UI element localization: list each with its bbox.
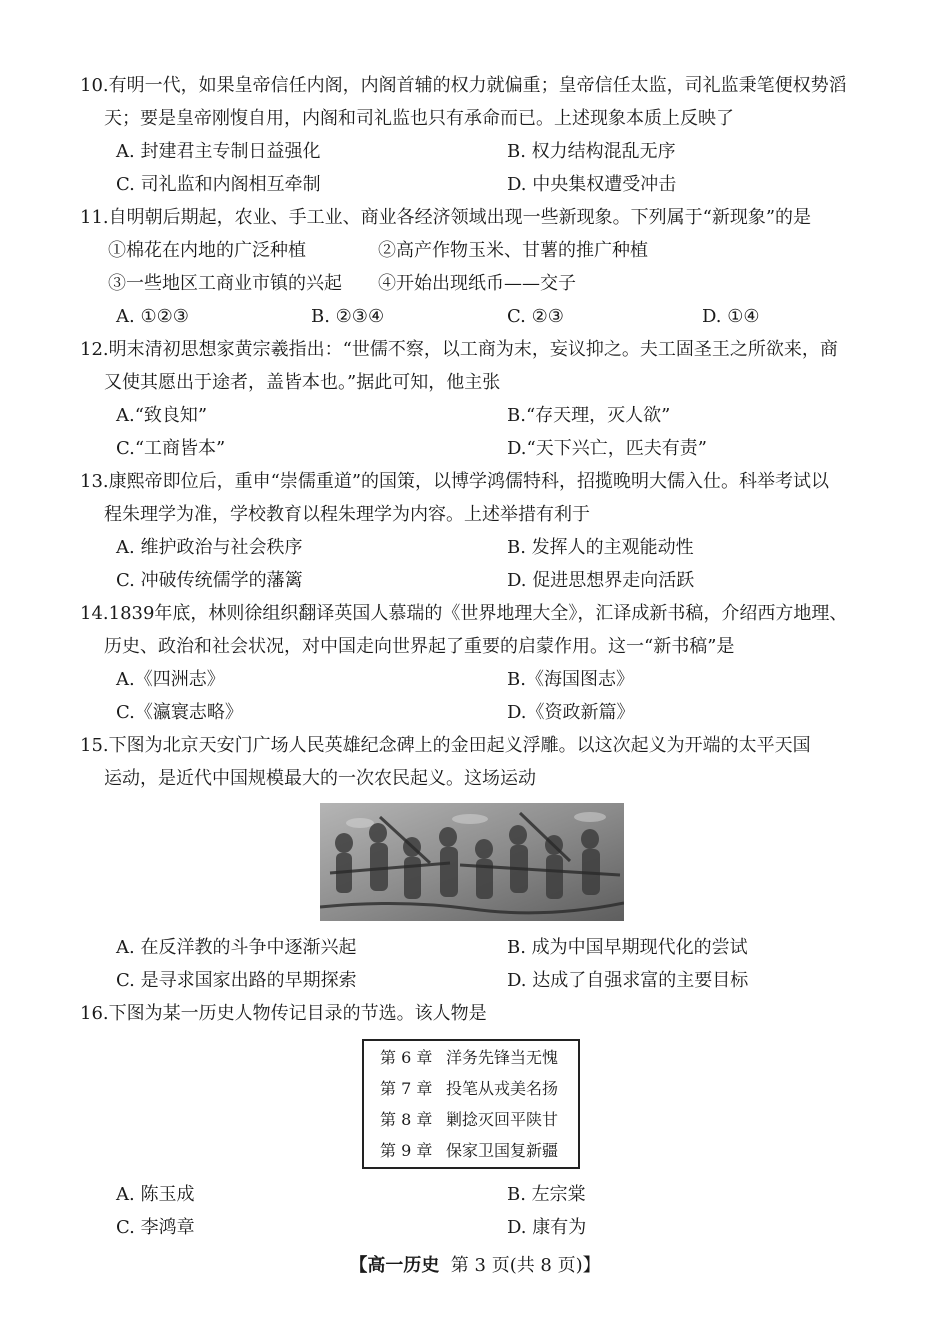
footer-page-number: 第 3 页(共 8 页)】 — [450, 1255, 601, 1276]
q12-stem-line-2: 又使其愿出于途者，盖皆本也。”据此可知，他主张 — [104, 372, 501, 393]
q16-option-d: D. 康有为 — [507, 1217, 587, 1238]
q16-option-a: A. 陈玉成 — [116, 1184, 195, 1205]
footer-subject: 【高一历史 — [349, 1255, 440, 1276]
q16-option-c: C. 李鸿章 — [116, 1217, 195, 1238]
toc-row — [380, 1109, 558, 1131]
q13-option-b: B. 发挥人的主观能动性 — [507, 537, 694, 558]
q12-stem-line-1: 12.明末清初思想家黄宗羲指出：“世儒不察，以工商为末，妄议抑之。夫工固圣王之所欲来，商 — [80, 339, 838, 360]
toc-title: 保家卫国复新疆 — [446, 1141, 559, 1160]
q12-option-d: D.“天下兴亡，匹夫有责” — [507, 438, 707, 459]
toc-row — [380, 1047, 558, 1069]
relief-illustration — [320, 803, 624, 921]
toc-title: 洋务先锋当无愧 — [446, 1048, 559, 1067]
biography-toc-box — [362, 1039, 580, 1169]
toc-title: 剿捻灭回平陕甘 — [446, 1110, 559, 1129]
q14-stem-line-1: 14.1839年底，林则徐组织翻译英国人慕瑞的《世界地理大全》，汇译成新书稿，介绍西方地理、 — [80, 603, 848, 624]
q11-item-3: ③一些地区工商业市镇的兴起 — [108, 273, 342, 294]
q15-option-c: C. 是寻求国家出路的早期探索 — [116, 970, 357, 991]
q16-option-b: B. 左宗棠 — [507, 1184, 586, 1205]
q14-option-a: A.《四洲志》 — [116, 669, 225, 690]
toc-chapter: 第 9 章 — [380, 1141, 433, 1160]
q14-stem-line-2: 历史、政治和社会状况，对中国走向世界起了重要的启蒙作用。这一“新书稿”是 — [104, 636, 735, 657]
toc-title: 投笔从戎美名扬 — [446, 1079, 559, 1098]
toc-chapter: 第 7 章 — [380, 1079, 433, 1098]
q16-stem-line-1: 16.下图为某一历史人物传记目录的节选。该人物是 — [80, 1003, 487, 1024]
q11-option-a: A. ①②③ — [116, 306, 189, 327]
q10-stem-line-2: 天；要是皇帝刚愎自用，内阁和司礼监也只有承命而已。上述现象本质上反映了 — [104, 108, 734, 129]
q10-option-a: A. 封建君主专制日益强化 — [116, 141, 321, 162]
jintian-uprising-relief-image — [320, 803, 624, 921]
q11-option-b: B. ②③④ — [311, 306, 385, 327]
q11-item-2: ②高产作物玉米、甘薯的推广种植 — [378, 240, 648, 261]
q10-option-d: D. 中央集权遭受冲击 — [507, 174, 677, 195]
q11-stem-line-1: 11.自明朝后期起，农业、手工业、商业各经济领域出现一些新现象。下列属于“新现象”的是 — [80, 207, 812, 228]
q10-option-c: C. 司礼监和内阁相互牵制 — [116, 174, 321, 195]
q14-option-b: B.《海国图志》 — [507, 669, 634, 690]
q12-option-a: A.“致良知” — [116, 405, 208, 426]
q12-option-c: C.“工商皆本” — [116, 438, 226, 459]
q13-stem-line-1: 13.康熙帝即位后，重申“崇儒重道”的国策，以博学鸿儒特科，招揽晚明大儒入仕。科举考试以 — [80, 471, 830, 492]
q11-item-4: ④开始出现纸币——交子 — [378, 273, 576, 294]
q12-option-b: B.“存天理，灭人欲” — [507, 405, 671, 426]
page-footer — [0, 1254, 950, 1278]
toc-chapter: 第 8 章 — [380, 1110, 433, 1129]
q15-option-b: B. 成为中国早期现代化的尝试 — [507, 937, 748, 958]
q13-option-d: D. 促进思想界走向活跃 — [507, 570, 695, 591]
toc-chapter: 第 6 章 — [380, 1048, 433, 1067]
q11-option-d: D. ①④ — [702, 306, 760, 327]
q14-option-c: C.《瀛寰志略》 — [116, 702, 243, 723]
q11-option-c: C. ②③ — [507, 306, 564, 327]
toc-row — [380, 1140, 558, 1162]
q14-option-d: D.《资政新篇》 — [507, 702, 635, 723]
q10-stem-line-1: 10.有明一代，如果皇帝信任内阁，内阁首辅的权力就偏重；皇帝信任太监，司礼监秉笔便权势滔 — [80, 75, 847, 96]
q15-stem-line-2: 运动，是近代中国规模最大的一次农民起义。这场运动 — [104, 768, 536, 789]
q13-stem-line-2: 程朱理学为准，学校教育以程朱理学为内容。上述举措有利于 — [104, 504, 590, 525]
q15-option-d: D. 达成了自强求富的主要目标 — [507, 970, 749, 991]
toc-row — [380, 1078, 558, 1100]
q13-option-c: C. 冲破传统儒学的藩篱 — [116, 570, 303, 591]
q15-option-a: A. 在反洋教的斗争中逐渐兴起 — [116, 937, 357, 958]
q13-option-a: A. 维护政治与社会秩序 — [116, 537, 303, 558]
q11-item-1: ①棉花在内地的广泛种植 — [108, 240, 306, 261]
q15-stem-line-1: 15.下图为北京天安门广场人民英雄纪念碑上的金田起义浮雕。以这次起义为开端的太平天国 — [80, 735, 811, 756]
q10-option-b: B. 权力结构混乱无序 — [507, 141, 676, 162]
